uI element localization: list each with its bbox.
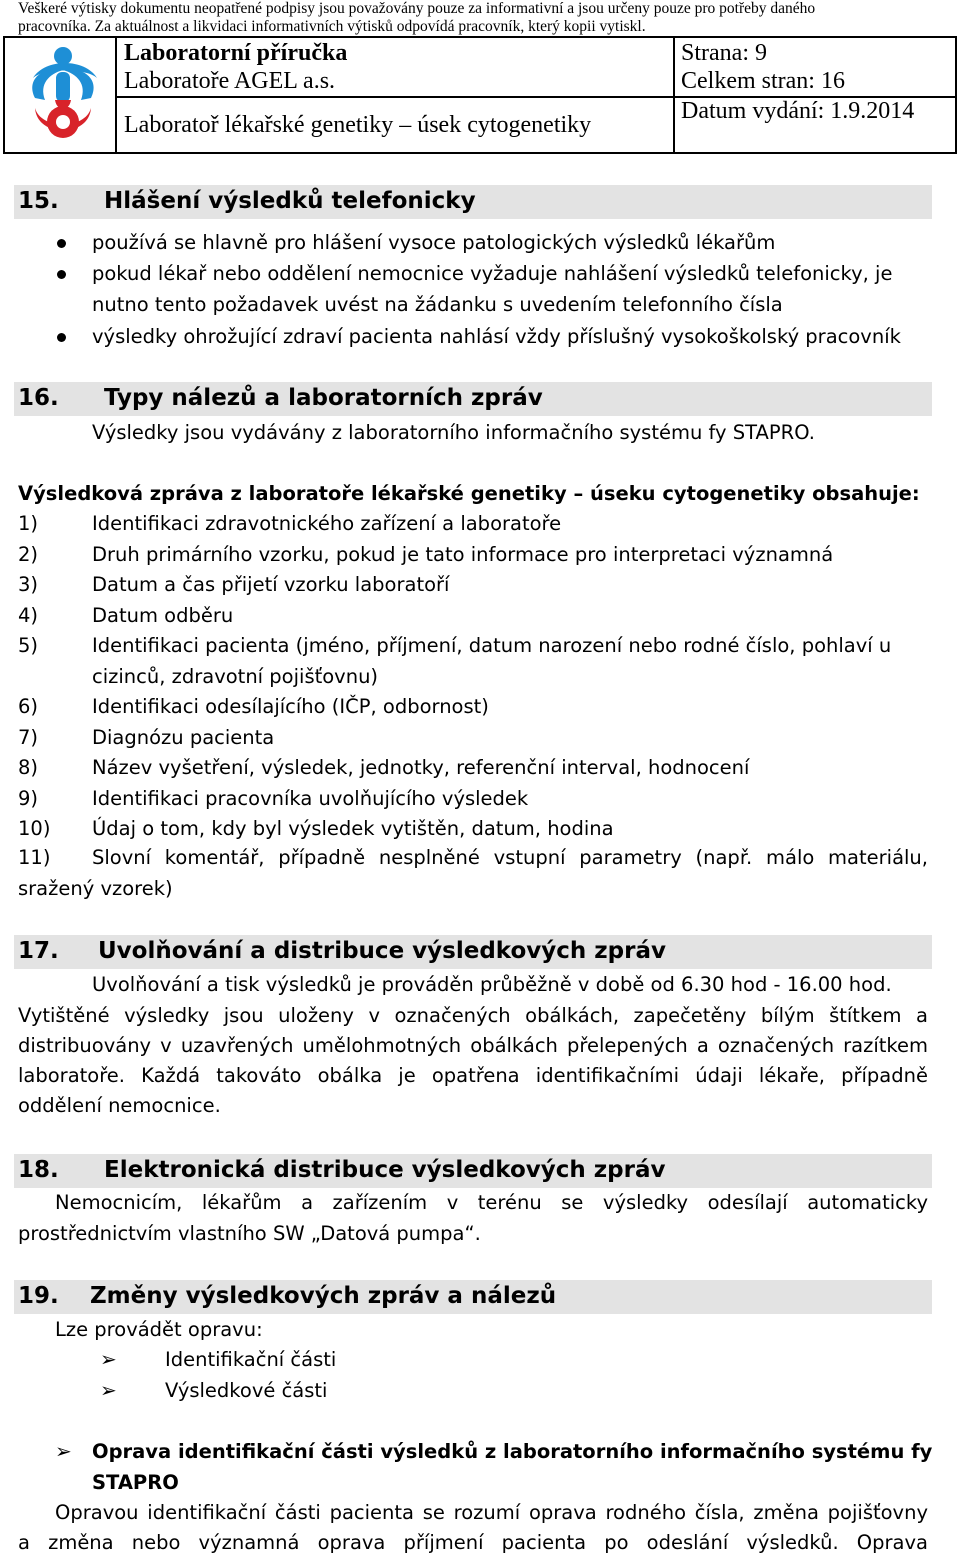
s16-item-11-text: Slovní komentář, případně nesplněné vstupní parametry (např. málo materiálu, xyxy=(92,846,928,869)
s19-intro: Lze provádět opravu: xyxy=(55,1318,263,1341)
list-item-text: Identifikaci zdravotnického zařízení a laboratoře xyxy=(92,512,562,535)
header-divider xyxy=(117,96,673,98)
s16-lead: Výsledková zpráva z laboratoře lékařské genetiky – úseku cytogenetiky obsahuje: xyxy=(18,482,920,505)
section-17-title: Uvolňování a distribuce výsledkových zpráv xyxy=(98,938,666,964)
arrow-bullet-icon: ➢ xyxy=(55,1439,72,1463)
header-meta-cell xyxy=(675,38,955,152)
agel-logo xyxy=(5,38,117,152)
list-item-number: 1) xyxy=(18,512,39,535)
arrow-bullet-icon: ➢ xyxy=(100,1378,117,1402)
section-15-title: Hlášení výsledků telefonicky xyxy=(104,188,476,214)
total-pages: Celkem stran: 16 xyxy=(681,68,845,94)
list-item-number: 9) xyxy=(18,787,39,810)
s18-paragraph-line-1: Nemocnicím, lékařům a zařízením v terénu se výsledky odesílají automaticky xyxy=(55,1191,928,1214)
list-item-number: 8) xyxy=(18,756,39,779)
header-title: Laboratorní příručka xyxy=(124,40,348,66)
list-item-text: Datum odběru xyxy=(92,604,234,627)
list-item-number: 6) xyxy=(18,695,39,718)
s19-bold-line-1: Oprava identifikační části výsledků z laboratorního informačního systému fy xyxy=(92,1440,933,1463)
s15-bullet-1: používá se hlavně pro hlášení vysoce patologických výsledků lékařům xyxy=(92,231,776,254)
list-item-text: Identifikaci odesílajícího (IČP, odbornost) xyxy=(92,695,489,718)
bullet-icon xyxy=(57,239,66,248)
list-item-number: 7) xyxy=(18,726,39,749)
bullet-icon xyxy=(57,333,66,342)
s19-paragraph-line-1: Opravou identifikační části pacienta se rozumí oprava rodného čísla, změna pojišťovny xyxy=(55,1501,928,1524)
s17-paragraph: Vytištěné výsledky jsou uloženy v označených obálkách, zapečetěny bílým štítkem a distribuovány v uzavřených umělohmotných obálkách přelepených a označených razítkem laboratoře. Každá takováto obálka je opatřena identifikačními údaji lékaře, případně oddělení nemocnice. xyxy=(18,1004,928,1117)
s16-intro: Výsledky jsou vydávány z laboratorního informačního systému fy STAPRO. xyxy=(92,421,815,444)
s16-item-11-cont: sražený vzorek) xyxy=(18,877,173,900)
s19-option-1: Identifikační části xyxy=(165,1348,337,1371)
header-department: Laboratoř lékařské genetiky – úsek cytogenetiky xyxy=(124,112,592,138)
section-19-number: 19. xyxy=(18,1283,59,1309)
section-19-title: Změny výsledkových zpráv a nálezů xyxy=(90,1283,557,1309)
issue-date: Datum vydání: 1.9.2014 xyxy=(681,98,915,124)
bullet-icon xyxy=(57,270,66,279)
page-number: Strana: 9 xyxy=(681,40,767,66)
document-notice xyxy=(18,0,948,36)
section-18-number: 18. xyxy=(18,1157,59,1183)
list-item-number: 3) xyxy=(18,573,39,596)
notice-line-2: pracovníka. Za aktuálnost a likvidaci informativních výtisků odpovídá pracovník, který kopii vytiskl. xyxy=(18,18,646,35)
list-item-number: 4) xyxy=(18,604,39,627)
s16-item-11-number: 11) xyxy=(18,846,51,869)
list-item-text: Údaj o tom, kdy byl výsledek vytištěn, datum, hodina xyxy=(92,817,614,840)
section-15-number: 15. xyxy=(18,188,59,214)
list-item-text: cizinců, zdravotní pojišťovnu) xyxy=(92,665,379,688)
section-16-number: 16. xyxy=(18,385,59,411)
s19-option-2: Výsledkové části xyxy=(165,1379,328,1402)
list-item-text: Diagnózu pacienta xyxy=(92,726,275,749)
s18-paragraph-line-2: prostřednictvím vlastního SW „Datová pumpa“. xyxy=(18,1222,481,1245)
section-16-title: Typy nálezů a laboratorních zpráv xyxy=(104,385,543,411)
agel-logo-icon xyxy=(5,38,115,152)
s19-paragraph-line-2: a změna nebo významná oprava příjmení pacienta po odeslání výsledků. Oprava xyxy=(18,1531,928,1554)
list-item-text: Identifikaci pracovníka uvolňujícího výsledek xyxy=(92,787,529,810)
s19-bold-line-2: STAPRO xyxy=(92,1471,179,1494)
header-subtitle: Laboratoře AGEL a.s. xyxy=(124,68,336,94)
document-header xyxy=(3,36,957,154)
header-title-cell xyxy=(117,38,675,152)
list-item-text: Název vyšetření, výsledek, jednotky, referenční interval, hodnocení xyxy=(92,756,750,779)
list-item-number: 2) xyxy=(18,543,39,566)
list-item-text: Druh primárního vzorku, pokud je tato informace pro interpretaci významná xyxy=(92,543,834,566)
list-item-number: 5) xyxy=(18,634,39,657)
s15-bullet-2b: nutno tento požadavek uvést na žádanku s uvedením telefonního čísla xyxy=(92,293,783,316)
section-17-number: 17. xyxy=(18,938,59,964)
list-item-number: 10) xyxy=(18,817,51,840)
notice-line-1: Veškeré výtisky dokumentu neopatřené podpisy jsou považovány pouze za informativní a jsou určeny pouze pro potřeby daného xyxy=(18,0,816,17)
section-18-title: Elektronická distribuce výsledkových zpráv xyxy=(104,1157,666,1183)
list-item-text: Identifikaci pacienta (jméno, příjmení, datum narození nebo rodné číslo, pohlaví u xyxy=(92,634,892,657)
list-item-text: Datum a čas přijetí vzorku laboratoří xyxy=(92,573,450,596)
arrow-bullet-icon: ➢ xyxy=(100,1347,117,1371)
s15-bullet-3: výsledky ohrožující zdraví pacienta nahlásí vždy příslušný vysokoškolský pracovník xyxy=(92,325,901,348)
s15-bullet-2a: pokud lékař nebo oddělení nemocnice vyžaduje nahlášení výsledků telefonicky, je xyxy=(92,262,893,285)
s17-line-1: Uvolňování a tisk výsledků je prováděn průběžně v době od 6.30 hod - 16.00 hod. xyxy=(92,973,892,996)
